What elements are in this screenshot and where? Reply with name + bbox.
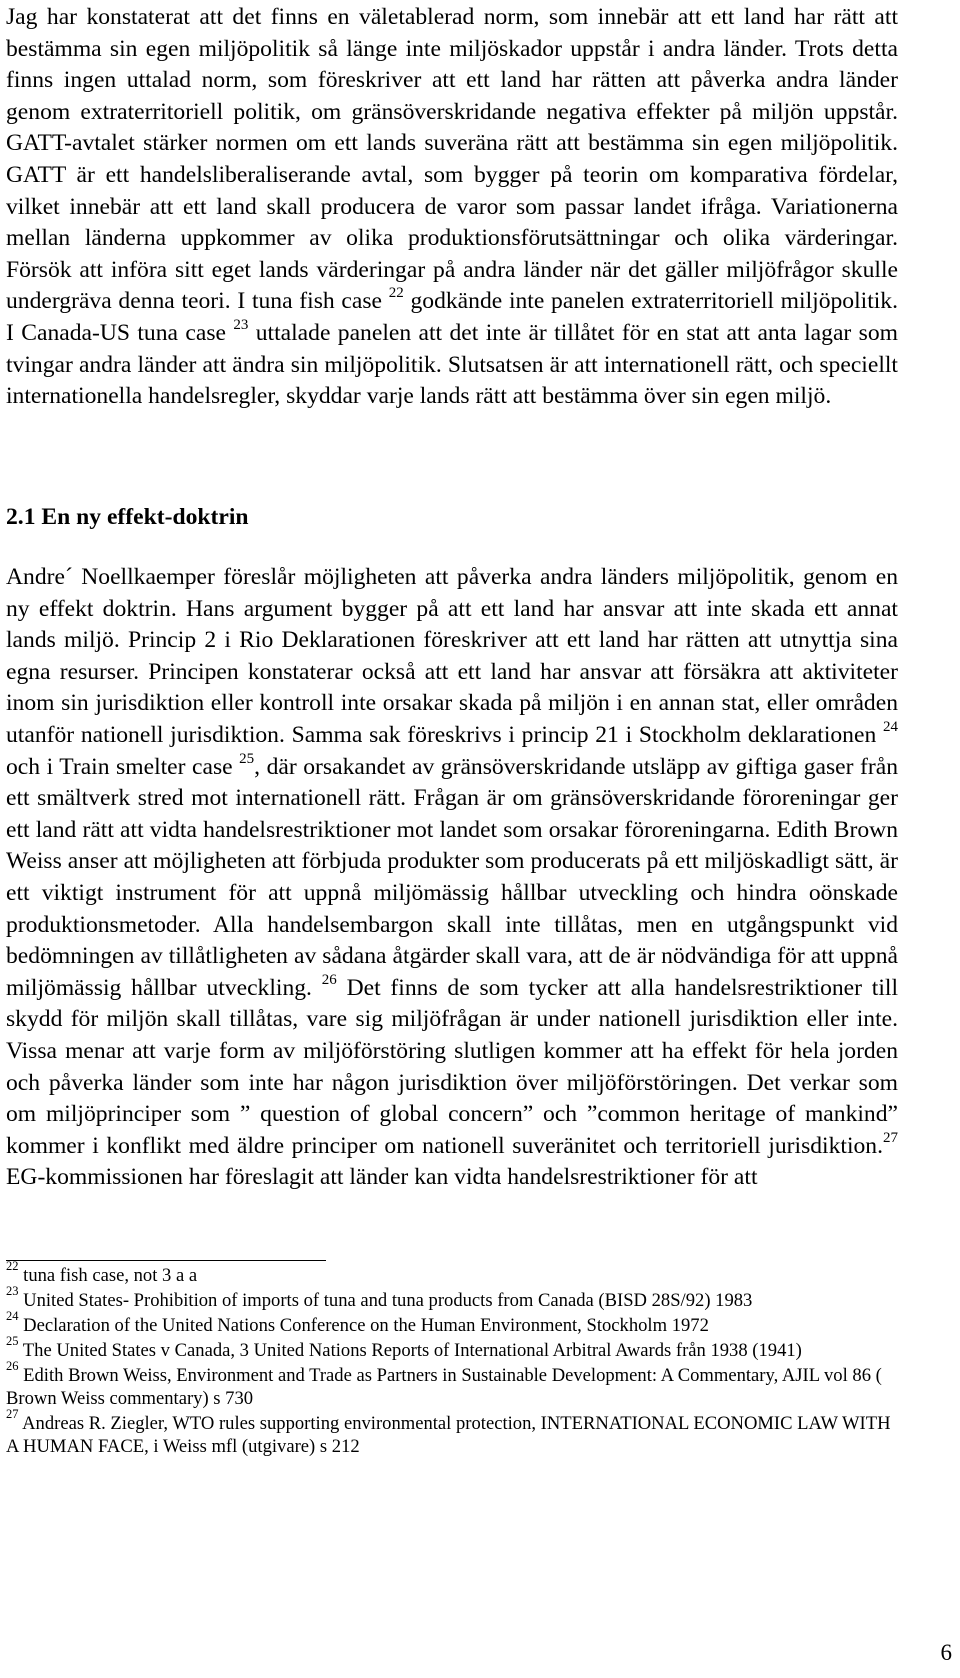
paragraph-text: Det finns de som tycker att alla handelsrestriktioner till skydd för miljön skall tillåtas, vare sig miljöfrågan är under nationell jurisdiktion eller inte. Vissa menar att varje form av miljöförstöring slutligen kommer att ha effekt för hela jorden och påverka länder som inte har någon jurisdiktion över miljöförstöringen. Det verkar som om miljöprinciper som ” question of global concern” och ”common heritage of mankind” kommer i konflikt med äldre principer om nationell suveränitet och territoriell jurisdiktion. — [6, 974, 899, 1159]
footnote-ref: 25 — [239, 750, 255, 767]
footnote-text: tuna fish case, not 3 a a — [18, 1265, 198, 1286]
footnote-item — [6, 1406, 898, 1458]
footnote-text: Andreas R. Ziegler, WTO rules supporting environmental protection, INTERNATIONAL ECONOMIC LAW WITH A HUMAN FACE, i Weiss mfl (utgivare) s 212 — [6, 1413, 891, 1457]
footnote-number: 25 — [6, 1333, 19, 1348]
footnote-ref: 27 — [883, 1129, 898, 1146]
footnote-text: Declaration of the United Nations Conference on the Human Environment, Stockholm 1972 — [18, 1315, 709, 1336]
footnote-text: United States- Prohibition of imports of tuna and tuna products from Canada (BISD 28S/92) 1983 — [18, 1290, 753, 1311]
footnote-text: Edith Brown Weiss, Environment and Trade as Partners in Sustainable Development: A Commentary, AJIL vol 86 ( Brown Weiss commentary) s 730 — [6, 1365, 882, 1409]
paragraph-text: Andre´ Noellkaemper föreslår möjligheten att påverka andra länders miljöpolitik, genom en ny effekt doktrin. Hans argument bygger på att ett land har ansvar att inte skada ett annat lands miljö. Princip 2 i Rio Deklarationen föreskriver att ett land har rätten att utnyttja sina egna resurser. Principen konstaterar också att ett land har ansvar att försäkra att aktiviteter inom sin jurisdiktion eller kontroll inte orsakar skada på miljön i en annan stat, eller områden utanför nationell jurisdiktion. Samma sak föreskrivs i princip 21 i Stockholm deklarationen — [6, 564, 898, 748]
footnote-number: 22 — [6, 1258, 19, 1273]
footnote-number: 23 — [6, 1283, 19, 1298]
footnotes — [6, 1258, 898, 1458]
footnote-item — [6, 1333, 898, 1362]
footnote-ref: 23 — [233, 317, 249, 334]
footnote-item — [6, 1358, 898, 1410]
footnote-number: 26 — [6, 1358, 19, 1373]
paragraph-text: godkände inte panelen extraterritoriell miljöpolitik. I Canada-US tuna case — [6, 288, 898, 346]
paragraph-text: och i Train smelter case — [6, 753, 240, 780]
paragraph-text: , där orsakandet av gränsöverskridande utsläpp av giftiga gaser från ett smältverk stred mot internationell rätt. Frågan är om gränsöverskridande föroreningar ger ett land rätt att vidta handelsrestriktioner mot landet som orsakar föroreningarna. Edith Brown Weiss anser att möjligheten att förbjuda produkter som producerats på ett miljöskadligt sätt, är ett viktigt instrument för att uppnå miljömässig hållbar utveckling och hindra oönskade produktionsmetoder. Alla handelsembargon skall inte tillåtas, men en utgångspunkt vid bedömningen av tillåtligheten av sådana åtgärder skall vara, att de är nödvändiga för att uppnå miljömässig hållbar utveckling. — [6, 753, 898, 1001]
body-paragraph-2 — [6, 562, 898, 1194]
section-heading: 2.1 En ny effekt-doktrin — [6, 504, 249, 530]
footnote-item — [6, 1258, 898, 1287]
footnote-separator — [6, 1260, 326, 1261]
footnote-number: 27 — [6, 1406, 19, 1421]
footnote-item — [6, 1308, 898, 1337]
paragraph-text: EG-kommissionen har föreslagit att länder kan vidta handelsrestriktioner för att — [6, 1164, 758, 1191]
footnote-ref: 22 — [388, 285, 404, 302]
paragraph-text: uttalade panelen att det inte är tillåtet för en stat att anta lagar som tvingar andra länder att ändra sin miljöpolitik. Slutsatsen är att internationell rätt, och speciellt internationella handelsregler, skyddar varje lands rätt att bestämma över sin egen miljö. — [6, 319, 898, 410]
paragraph-text: Jag har konstaterat att det finns en väletablerad norm, som innebär att ett land har rätt att bestämma sin egen miljöpolitik så länge inte miljöskador uppstår i andra länder. Trots detta finns ingen uttalad norm, som föreskriver att ett land har rätten att påverka andra länder genom extraterritoriell politik, om gränsöverskridande negativa effekter på miljön uppstår. GATT-avtalet stärker normen om ett lands suveräna rätt att bestämma sin egen miljöpolitik. GATT är ett handelsliberaliserande avtal, som bygger på teorin om komparativa fördelar, vilket innebär att ett land skall producera de varor som passar landet ifråga. Variationerna mellan länderna uppkommer av olika produktionsförutsättningar och olika värderingar. Försök att införa sitt eget lands värderingar på andra länder när det gäller miljöfrågor skulle undergräva denna teori. I tuna fish case — [6, 4, 898, 315]
footnote-text: The United States v Canada, 3 United Nations Reports of International Arbitral Awards från 1938 (1941) — [18, 1340, 802, 1361]
footnote-ref: 26 — [321, 971, 337, 988]
page-number: 6 — [940, 1640, 952, 1665]
body-paragraph-1 — [6, 2, 898, 413]
footnote-item — [6, 1283, 898, 1312]
footnote-ref: 24 — [883, 719, 898, 736]
footnote-number: 24 — [6, 1308, 19, 1323]
